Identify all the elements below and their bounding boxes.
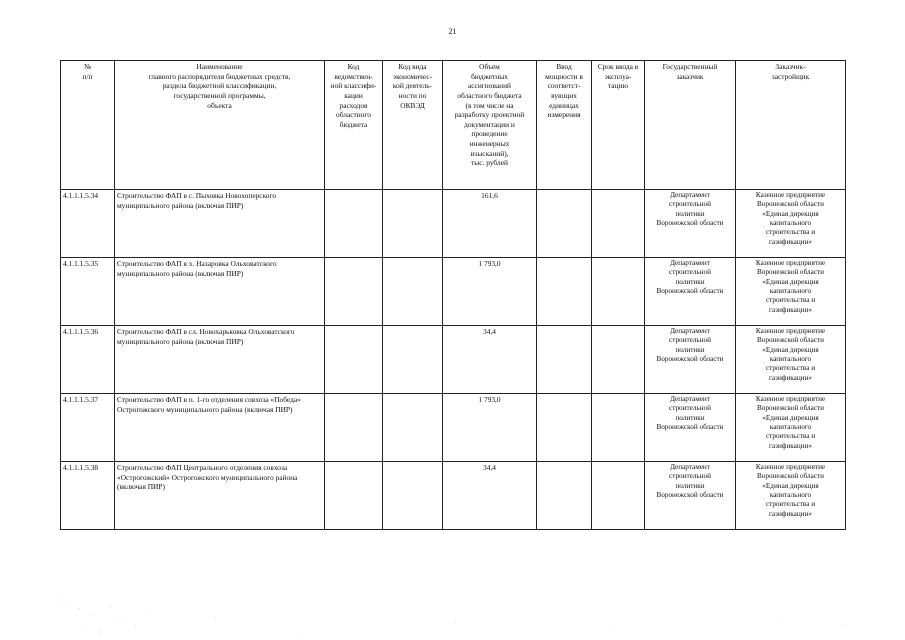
cell-customer: Департамент строительной политики Воронежской области (645, 190, 736, 258)
header-developer: Заказчик- застройщик (736, 61, 846, 190)
cell-capacity (537, 190, 592, 258)
cell-amount: 1 793,0 (443, 394, 537, 462)
header-term: Срок ввода в эксплуа- тацию (592, 61, 645, 190)
cell-developer: Казенное предприятие Воронежской области «Единая дирекция капитального строительства и газификации» (736, 258, 846, 326)
scan-noise (0, 560, 905, 640)
table-row (61, 462, 846, 530)
cell-customer: Департамент строительной политики Воронежской области (645, 258, 736, 326)
cell-okved (383, 258, 443, 326)
cell-dept-code (325, 394, 383, 462)
cell-customer: Департамент строительной политики Воронежской области (645, 462, 736, 530)
cell-term (592, 190, 645, 258)
cell-term (592, 258, 645, 326)
cell-code: 4.1.1.1.5.38 (61, 462, 115, 530)
cell-term (592, 462, 645, 530)
table-row (61, 394, 846, 462)
cell-term (592, 326, 645, 394)
header-amount: Объем бюджетных ассигнований областного бюджета (в том числе на разработку проектной документации и проведение инженерных изысканий), тыс. рублей (443, 61, 537, 190)
table-header-row (61, 61, 846, 190)
cell-code: 4.1.1.1.5.37 (61, 394, 115, 462)
cell-code: 4.1.1.1.5.36 (61, 326, 115, 394)
cell-term (592, 394, 645, 462)
cell-name: Строительство ФАП в сл. Новохарьковка Ольховатского муниципального района (включая ПИР) (115, 326, 325, 394)
cell-name: Строительство ФАП Центрального отделения совхоза «Острогожский» Острогожского муниципального района (включая ПИР) (115, 462, 325, 530)
header-dept-code: Код ведомствен- ной классифи- кации расходов областного бюджета (325, 61, 383, 190)
cell-capacity (537, 258, 592, 326)
table-body (61, 190, 846, 530)
table-row (61, 190, 846, 258)
cell-name: Строительство ФАП в п. 1-го отделения совхоза «Победа» Острогожского муниципального района (включая ПИР) (115, 394, 325, 462)
cell-developer: Казенное предприятие Воронежской области «Единая дирекция капитального строительства и газификации» (736, 462, 846, 530)
cell-developer: Казенное предприятие Воронежской области «Единая дирекция капитального строительства и газификации» (736, 190, 846, 258)
budget-allocation-table (60, 60, 846, 530)
header-okved: Код вида экономичес- кой деятель- ности по ОКВЭД (383, 61, 443, 190)
header-number: № п/п (61, 61, 115, 190)
cell-developer: Казенное предприятие Воронежской области «Единая дирекция капитального строительства и газификации» (736, 394, 846, 462)
cell-amount: 1 793,0 (443, 258, 537, 326)
cell-okved (383, 394, 443, 462)
cell-capacity (537, 326, 592, 394)
cell-okved (383, 326, 443, 394)
table-row (61, 258, 846, 326)
header-customer: Государственный заказчик (645, 61, 736, 190)
cell-okved (383, 462, 443, 530)
cell-code: 4.1.1.1.5.34 (61, 190, 115, 258)
cell-customer: Департамент строительной политики Воронежской области (645, 394, 736, 462)
table-row (61, 326, 846, 394)
cell-code: 4.1.1.1.5.35 (61, 258, 115, 326)
cell-capacity (537, 462, 592, 530)
cell-amount: 34,4 (443, 462, 537, 530)
cell-capacity (537, 394, 592, 462)
cell-okved (383, 190, 443, 258)
page-number: 21 (448, 27, 457, 36)
header-name: Наименование главного распорядителя бюджетных средств, раздела бюджетной классификации, государственной программы, объекта (115, 61, 325, 190)
cell-customer: Департамент строительной политики Воронежской области (645, 326, 736, 394)
cell-dept-code (325, 258, 383, 326)
cell-name: Строительство ФАП в х. Назаровка Ольховатского муниципального района (включая ПИР) (115, 258, 325, 326)
cell-amount: 161,6 (443, 190, 537, 258)
header-capacity: Ввод мощности в соответст- вующих единицах измерения (537, 61, 592, 190)
cell-dept-code (325, 462, 383, 530)
cell-developer: Казенное предприятие Воронежской области «Единая дирекция капитального строительства и газификации» (736, 326, 846, 394)
cell-dept-code (325, 326, 383, 394)
cell-amount: 34,4 (443, 326, 537, 394)
cell-dept-code (325, 190, 383, 258)
cell-name: Строительство ФАП в с. Пыховка Новохоперского муниципального района (включая ПИР) (115, 190, 325, 258)
